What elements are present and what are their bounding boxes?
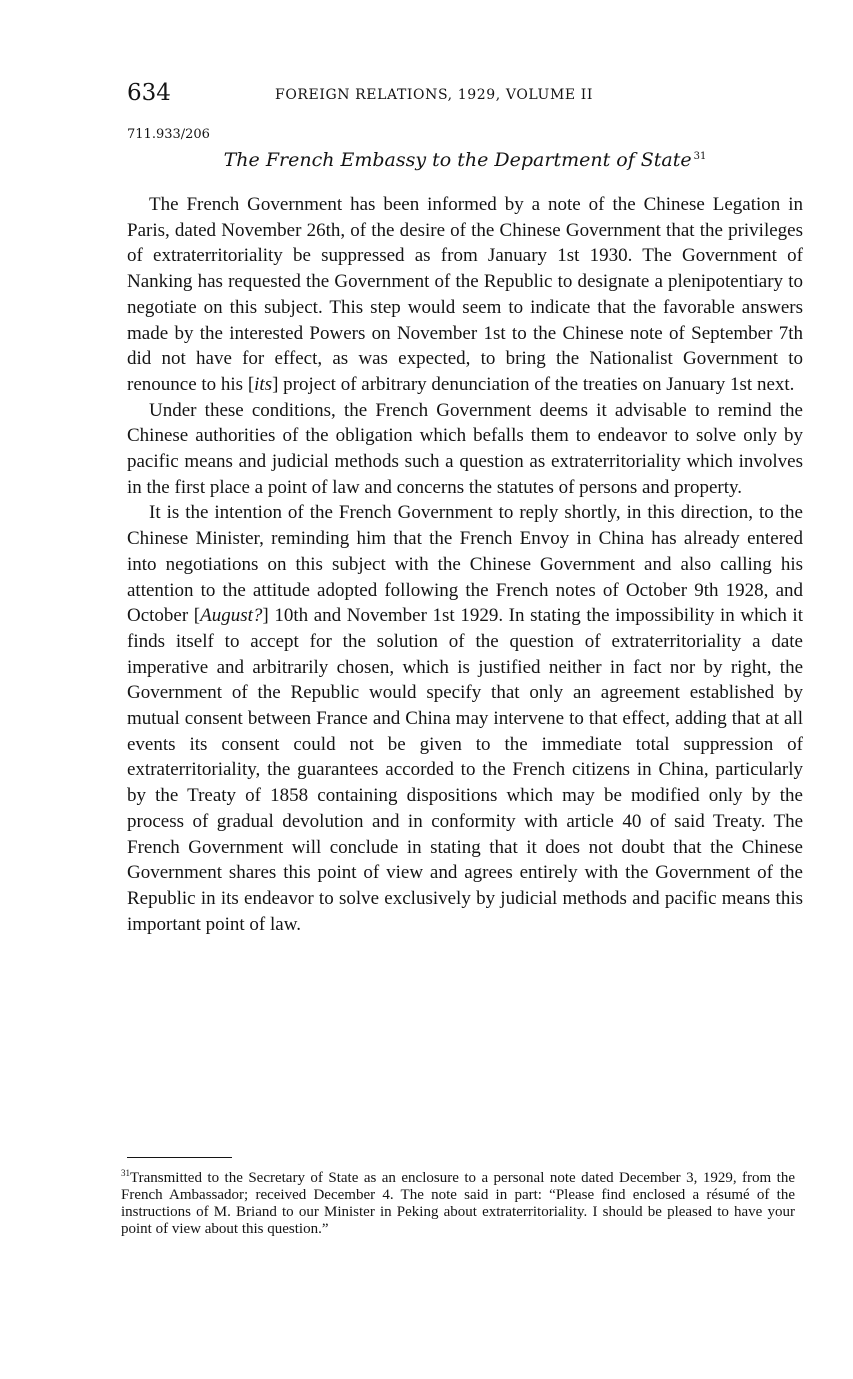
page-header [127,80,803,110]
document-title-text: The French Embassy to the Department of State [223,149,692,171]
footnote-text: Transmitted to the Secretary of State as an enclosure to a personal note dated December 3, 1929, from the French Ambassador; received December 4. The note said in part: “Please find enclosed a résumé of the instructions of M. Briand to our Minister in Peking about extraterritoriality. I should be pleased to have your point of view about this question.” [121,1170,795,1237]
paragraph-3: It is the intention of the French Government to reply shortly, in this direction, to the Chinese Minister, reminding him that the French Envoy in China has already entered into negotiations on this subject with the Chinese Government and also calling his attention to the attitude adopted following the French notes of October 9th 1928, and October [August?] 10th and November 1st 1929. In stating the impossibility in which it finds itself to accept for the solution of the question of extraterritoriality a date imperative and arbitrarily chosen, which is justified neither in fact nor by right, the Government of the Republic would specify that only an agreement established by mutual consent between France and China may intervene to that effect, adding that at all events its consent could not be given to the immediate total suppression of extraterritoriality, the guarantees accorded to the French citizens in China, particularly by the Treaty of 1858 containing dispositions which may be modified only by the process of gradual devolution and in conformity with article 40 of said Treaty. The French Government will conclude in stating that it does not doubt that the Chinese Government shares this point of view and agrees entirely with the Government of the Republic in its endeavor to solve exclusively by judicial methods and pacific means this important point of law. [127,502,803,935]
running-head: FOREIGN RELATIONS, 1929, VOLUME II [275,87,594,103]
footnote-reference: 31 [693,150,707,162]
document-body [127,192,803,937]
file-number: 711.933/206 [127,127,210,142]
paragraph-1: The French Government has been informed by a note of the Chinese Legation in Paris, dated November 26th, of the desire of the Chinese Government that the privileges of extraterritoriality be suppressed as from January 1st 1930. The Government of Nanking has requested the Government of the Republic to designate a plenipotentiary to negotiate on this subject. This step would seem to indicate that the favorable answers made by the interested Powers on November 1st to the Chinese note of September 7th did not have for effect, as was expected, to bring the Nationalist Government to renounce to his [its] project of arbitrary denunciation of the treaties on January 1st next. [127,194,803,395]
footnote-divider [127,1157,232,1158]
footnote-marker: 31 [121,1168,130,1178]
page-number: 634 [127,80,171,106]
document-title [127,149,803,171]
paragraph-2: Under these conditions, the French Government deems it advisable to remind the Chinese authorities of the obligation which befalls them to endeavor to solve only by pacific means and judicial methods such a question as extraterritoriality which involves in the first place a point of law and concerns the statutes of persons and property. [127,399,803,498]
footnote [121,1165,795,1238]
